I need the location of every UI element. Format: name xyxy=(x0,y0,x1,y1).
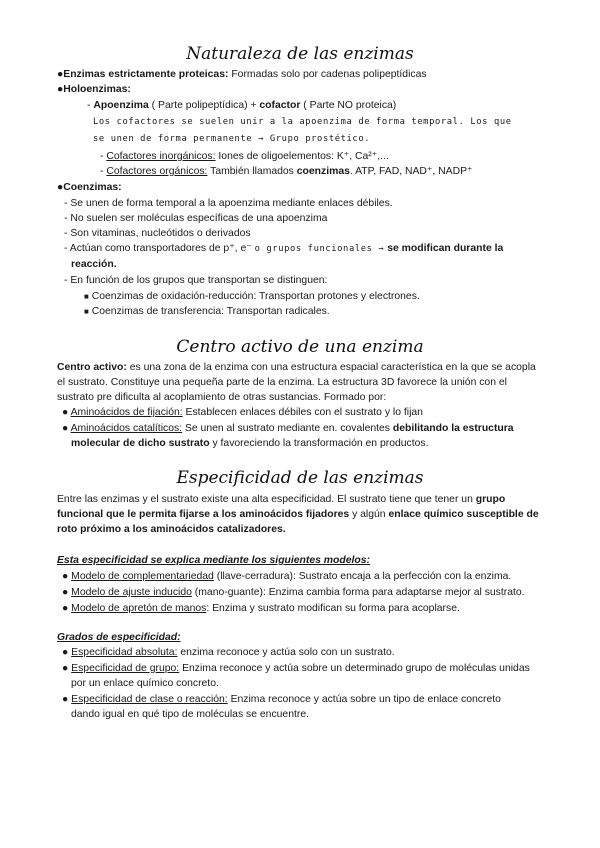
bullet-dot-icon: ● xyxy=(57,84,64,95)
modelo-item: ● Modelo de apretón de manos: Enzima y sustrato modifican su forma para acoplarse. xyxy=(62,603,460,614)
coenzima-item: - Se unen de forma temporal a la apoenzima mediante enlaces débiles. xyxy=(64,198,393,209)
grado-item: ● Especificidad de grupo: Enzima reconoce y actúa sobre un determinado grupo de moléculas unidas xyxy=(62,663,530,674)
bullet-dot-icon: ● xyxy=(57,182,64,193)
bullet-dot-icon: ● xyxy=(62,587,72,598)
bullet-dot-icon: ● xyxy=(62,694,72,705)
grades-heading: Grados de especificidad: xyxy=(57,632,181,643)
coenzima-item: - Actúan como transportadores de p⁺, e⁻ o grupos funcionales → se modifican durante la xyxy=(64,243,504,254)
sub-item: ■ Coenzimas de transferencia: Transportan radicales. xyxy=(84,306,330,317)
cofactor-note-line1: Los cofactores se suelen unir a la apoenzima de forma temporal. Los que xyxy=(93,117,512,127)
sub-item: ■ Coenzimas de oxidación-reducción: Transportan protones y electrones. xyxy=(84,291,420,302)
bullet-dot-icon: ● xyxy=(62,423,71,434)
especificidad-line2: funcional que le permita fijarse a los aminoácidos fijadores y algún enlace químico susceptible de xyxy=(57,509,539,520)
aminoacidos-cataliticos: ● Aminoácidos catalíticos: Se unen al sustrato mediante en. covalentes debilitando la estructura xyxy=(62,423,514,434)
section-title-especificidad: Especificidad de las enzimas xyxy=(176,468,424,488)
centro-activo-line2: el sustrato. Constituye una pequeña parte de la enzima. La estructura 3D favorece la unión con el xyxy=(57,377,507,388)
bullet-dot-icon: ● xyxy=(62,571,72,582)
grado-item-cont: dando igual en qué tipo de moléculas se encuentre. xyxy=(71,709,310,720)
cofactores-inorganicos: - Cofactores inorgánicos: Iones de oligoelementos: K⁺, Ca²⁺,... xyxy=(100,151,389,162)
cofactores-organicos: - Cofactores orgánicos: También llamados coenzimas. ATP, FAD, NAD⁺, NADP⁺ xyxy=(100,166,473,177)
bullet-dot-icon: ● xyxy=(62,407,71,418)
square-bullet-icon: ■ xyxy=(84,307,89,316)
especificidad-line3: roto próximo a los aminoácidos catalizadores. xyxy=(57,524,286,535)
coenzima-item: - Son vitaminas, nucleótidos o derivados xyxy=(64,228,251,239)
bullet-dot-icon: ● xyxy=(62,663,72,674)
modelo-item: ● Modelo de ajuste inducido (mano-guante): Enzima cambia forma para adaptarse mejor al sustrato. xyxy=(62,587,525,598)
bullet-dot-icon: ● xyxy=(62,647,72,658)
centro-activo-line3: sustrato pre dificulta al acoplamiento de otras sustancias. Formado por: xyxy=(57,392,387,403)
aminoacidos-cataliticos-cont: molecular de dicho sustrato y favoreciendo la transformación en productos. xyxy=(71,438,429,449)
bullet-dot-icon: ● xyxy=(57,69,64,80)
coenzima-item: - No suelen ser moléculas específicas de una apoenzima xyxy=(64,213,328,224)
aminoacidos-fijacion: ● Aminoácidos de fijación: Establecen enlaces débiles con el sustrato y lo fijan xyxy=(62,407,423,418)
section-title-centro-activo: Centro activo de una enzima xyxy=(176,337,424,357)
bullet-coenzimas: ●Coenzimas: xyxy=(57,182,122,193)
grado-item: ● Especificidad absoluta: enzima reconoce y actúa solo con un sustrato. xyxy=(62,647,395,658)
centro-activo-line1: Centro activo: es una zona de la enzima con una estructura espacial característica en la que se acopla xyxy=(57,362,536,373)
coenzima-item: - En función de los grupos que transportan se distinguen: xyxy=(64,275,328,286)
models-heading: Esta especificidad se explica mediante los siguientes modelos: xyxy=(57,555,370,566)
grado-item: ● Especificidad de clase o reacción: Enzima reconoce y actúa sobre un tipo de enlace concreto xyxy=(62,694,501,705)
modelo-item: ● Modelo de complementariedad (llave-cerradura): Sustrato encaja a la perfección con la enzima. xyxy=(62,571,512,582)
grado-item-cont: por un enlace químico concreto. xyxy=(71,678,219,689)
cofactor-note-line2: se unen de forma permanente → Grupo prostético. xyxy=(93,134,371,144)
coenzima-item-cont: reacción. xyxy=(71,259,117,270)
bullet-dot-icon: ● xyxy=(62,603,72,614)
bullet-holoenzimas: ●Holoenzimas: xyxy=(57,84,131,95)
square-bullet-icon: ■ xyxy=(84,292,89,301)
bullet-enzimas-proteicas: ●Enzimas estrictamente proteicas: Formadas solo por cadenas polipeptídicas xyxy=(57,69,427,80)
section-title-naturaleza: Naturaleza de las enzimas xyxy=(186,44,414,64)
especificidad-line1: Entre las enzimas y el sustrato existe una alta especificidad. El sustrato tiene que tener un grupo xyxy=(57,494,506,505)
apoenzima-line: - Apoenzima ( Parte polipeptídica) + cofactor ( Parte NO proteica) xyxy=(87,100,397,111)
